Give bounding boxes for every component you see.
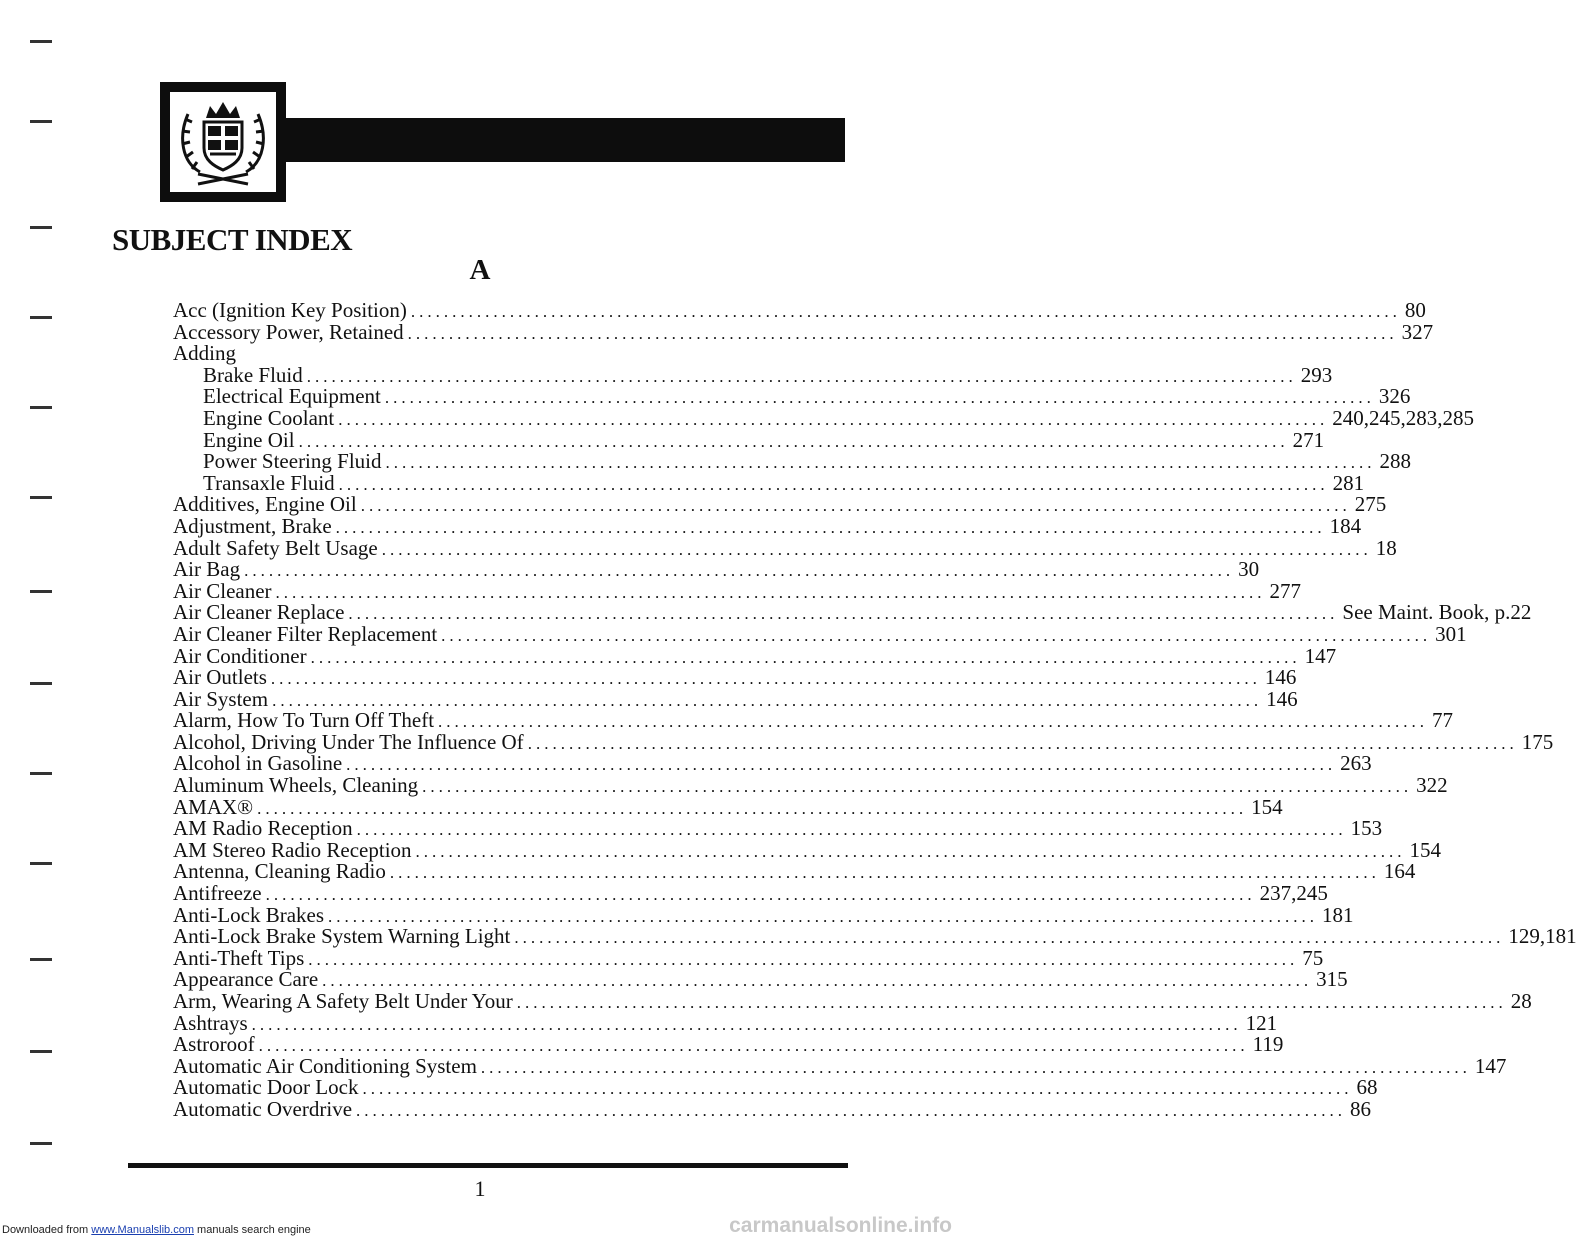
dot-leader: ........................................................................................................................ — [348, 604, 1339, 624]
site-watermark: carmanualsonline.info — [729, 1214, 952, 1237]
page-title: SUBJECT INDEX — [112, 222, 353, 257]
entry-label: Air Cleaner — [173, 578, 272, 603]
entry-page: See Maint. Book, p.22 — [1342, 600, 1532, 625]
entry-label: Air System — [173, 686, 269, 711]
margin-mark — [30, 958, 52, 961]
dot-leader: ........................................................................................................................ — [356, 1100, 1347, 1120]
dot-leader: ........................................................................................................................ — [516, 993, 1507, 1012]
dot-leader: ........................................................................................................................ — [514, 928, 1505, 948]
margin-mark — [30, 226, 52, 229]
entry-label: Alarm, How To Turn Off Theft — [173, 708, 435, 733]
entry-page: 77 — [1432, 708, 1454, 733]
margin-mark — [30, 406, 52, 409]
page-number: 1 — [474, 1176, 486, 1201]
section-letter: A — [469, 254, 491, 286]
entry-page: 147 — [1304, 643, 1337, 668]
dot-leader: ........................................................................................................................ — [441, 625, 1432, 645]
index-entry — [173, 816, 1383, 841]
dot-leader: ........................................................................................................................ — [338, 409, 1329, 429]
entry-page: 327 — [1401, 319, 1434, 344]
entry-label: AMAX® — [173, 794, 254, 819]
margin-mark — [30, 120, 52, 123]
index-entry — [173, 319, 1434, 344]
index-entry — [173, 1032, 1284, 1057]
index-entry — [173, 708, 1454, 733]
dot-leader: ........................................................................................................................ — [258, 1036, 1249, 1056]
margin-mark — [30, 316, 52, 319]
entry-page: 277 — [1269, 578, 1302, 603]
entry-page: 28 — [1510, 989, 1532, 1013]
dot-leader: ........................................................................................................................ — [270, 669, 1261, 689]
dot-leader: ........................................................................................................................ — [338, 474, 1329, 494]
index-entry — [173, 773, 1448, 798]
entry-page: 154 — [1409, 837, 1442, 862]
margin-mark — [30, 590, 52, 593]
entry-label: Antifreeze — [173, 881, 262, 906]
entry-label: Brake Fluid — [203, 362, 303, 387]
entry-page: 153 — [1350, 816, 1383, 841]
entry-page: 164 — [1383, 859, 1416, 884]
dot-leader: ........................................................................................................................ — [272, 690, 1263, 710]
margin-mark — [30, 682, 52, 685]
entry-page: 18 — [1375, 535, 1397, 560]
dot-leader: ........................................................................................................................ — [346, 755, 1337, 775]
index-entry — [173, 1010, 1278, 1035]
footer-rule — [128, 1163, 848, 1168]
index-entry — [173, 1075, 1378, 1100]
entry-page: 121 — [1245, 1010, 1278, 1035]
entry-page: 275 — [1354, 492, 1387, 517]
dot-leader: ........................................................................................................................ — [322, 971, 1313, 991]
index-entry — [173, 427, 1325, 452]
entry-page: 181 — [1322, 902, 1354, 927]
entry-label: Air Bag — [173, 557, 241, 582]
dot-leader: ........................................................................................................................ — [265, 885, 1256, 905]
dot-leader: ........................................................................................................................ — [389, 863, 1380, 883]
entry-page: 154 — [1251, 794, 1283, 819]
index-entry — [173, 794, 1283, 819]
entry-page: 147 — [1474, 1053, 1507, 1078]
index-entry — [173, 967, 1348, 992]
margin-mark — [30, 772, 52, 775]
entry-label: Automatic Door Lock — [173, 1075, 359, 1100]
entry-page: 322 — [1416, 773, 1448, 798]
entry-label: Air Cleaner Replace — [173, 600, 345, 625]
entry-label: Electrical Equipment — [203, 384, 381, 409]
entry-page: 146 — [1266, 686, 1298, 711]
entry-label: Air Conditioner — [173, 643, 307, 668]
dot-leader: ........................................................................................................................ — [407, 323, 1398, 343]
entry-label: Alcohol, Driving Under The Influence Of — [173, 729, 524, 754]
watermark-suffix: manuals search engine — [197, 1224, 311, 1236]
margin-mark — [30, 862, 52, 865]
entry-label: Adult Safety Belt Usage — [173, 535, 378, 560]
dot-leader: ........................................................................................................................ — [251, 1014, 1242, 1034]
entry-label: Adding — [173, 341, 236, 366]
entry-label: Transaxle Fluid — [203, 470, 335, 495]
entry-page: 146 — [1264, 665, 1297, 690]
entry-label: Acc (Ignition Key Position) — [173, 298, 407, 322]
index-entry — [173, 343, 750, 365]
entry-page: 240,245,283,285 — [1332, 405, 1474, 430]
entry-label: Automatic Air Conditioning System — [173, 1053, 477, 1078]
index-entry — [173, 902, 1354, 927]
dot-leader: ........................................................................................................................ — [384, 388, 1375, 408]
dot-leader: ........................................................................................................................ — [308, 949, 1299, 969]
entry-page: 237,245 — [1259, 881, 1328, 906]
entry-page: 293 — [1300, 362, 1333, 387]
entry-label: Accessory Power, Retained — [173, 319, 404, 344]
cadillac-crest-icon — [170, 92, 276, 192]
watermark-prefix: Downloaded from — [2, 1224, 89, 1236]
entry-page: 326 — [1378, 384, 1411, 409]
dot-leader: ........................................................................................................................ — [356, 820, 1347, 840]
index-entry — [173, 751, 1372, 776]
dot-leader: ........................................................................................................................ — [527, 733, 1518, 753]
entry-page: 301 — [1435, 621, 1467, 646]
entry-page: 119 — [1252, 1032, 1284, 1057]
index-entry — [173, 1053, 1507, 1078]
entry-page: 175 — [1521, 729, 1554, 754]
entry-page: 75 — [1302, 945, 1324, 970]
dot-leader: ........................................................................................................................ — [480, 1057, 1471, 1077]
dot-leader: ........................................................................................................................ — [306, 366, 1297, 386]
index-entry — [173, 621, 1467, 646]
dot-leader: ........................................................................................................................ — [415, 841, 1406, 861]
index-entry — [173, 989, 1532, 1013]
index-entry — [173, 1096, 1372, 1121]
source-watermark — [2, 1224, 311, 1236]
entry-label: Adjustment, Brake — [173, 513, 332, 538]
entry-page: 80 — [1404, 298, 1426, 322]
margin-mark — [30, 1142, 52, 1145]
dot-leader: ........................................................................................................................ — [438, 712, 1429, 732]
dot-leader: ........................................................................................................................ — [244, 561, 1235, 581]
index-entry — [173, 298, 1426, 322]
margin-mark — [30, 40, 52, 43]
index-entry — [173, 924, 1577, 949]
entry-label: Anti-Lock Brake System Warning Light — [173, 924, 511, 949]
entry-label: Additives, Engine Oil — [173, 492, 357, 517]
entry-label: Anti-Lock Brakes — [173, 902, 325, 927]
dot-leader: ........................................................................................................................ — [257, 798, 1248, 818]
entry-label: Air Outlets — [173, 665, 267, 690]
dot-leader: ........................................................................................................................ — [422, 777, 1413, 797]
index-entry — [173, 686, 1298, 711]
entry-page: 30 — [1238, 557, 1260, 582]
index-entry — [173, 643, 1337, 668]
entry-page: 263 — [1340, 751, 1372, 776]
index-entry — [173, 535, 1397, 560]
dot-leader: ........................................................................................................................ — [410, 302, 1401, 321]
dot-leader: ........................................................................................................................ — [360, 496, 1351, 516]
entry-page: 315 — [1316, 967, 1348, 992]
entry-label: Alcohol in Gasoline — [173, 751, 343, 776]
index-entry — [173, 492, 1387, 517]
index-entry — [173, 665, 1297, 690]
entry-page: 86 — [1350, 1096, 1372, 1121]
dot-leader: ........................................................................................................................ — [335, 517, 1326, 537]
entry-label: Antenna, Cleaning Radio — [173, 859, 386, 884]
dot-leader: ........................................................................................................................ — [385, 453, 1376, 473]
entry-label: Appearance Care — [173, 967, 319, 992]
dot-leader: ........................................................................................................................ — [275, 582, 1266, 602]
entry-label: Anti-Theft Tips — [173, 945, 305, 970]
index-entry — [173, 362, 1333, 387]
entry-label: Engine Oil — [203, 427, 295, 452]
index-entry — [173, 557, 1260, 582]
entry-label: AM Stereo Radio Reception — [173, 837, 412, 862]
entry-label: Automatic Overdrive — [173, 1096, 353, 1121]
dot-leader: ........................................................................................................................ — [328, 906, 1319, 926]
index-entry — [173, 881, 1328, 906]
dot-leader: ........................................................................................................................ — [362, 1079, 1353, 1099]
header-bar — [190, 118, 845, 162]
entry-label: Ashtrays — [173, 1010, 248, 1035]
entry-page: 271 — [1292, 427, 1325, 452]
dot-leader: ........................................................................................................................ — [381, 539, 1372, 559]
index-entry — [173, 384, 1411, 409]
index-entry — [173, 513, 1362, 538]
entry-page: 288 — [1379, 449, 1411, 474]
index-entry — [173, 405, 1474, 430]
entry-page: 129,181 — [1508, 924, 1577, 949]
entry-label: Engine Coolant — [203, 405, 335, 430]
entry-page: 68 — [1356, 1075, 1378, 1100]
dot-leader: ........................................................................................................................ — [298, 431, 1289, 451]
index-entry — [173, 945, 1324, 970]
manualslib-link[interactable]: www.Manualslib.com — [91, 1224, 194, 1236]
index-entry — [173, 859, 1416, 884]
margin-mark — [30, 1050, 52, 1053]
index-entry — [173, 470, 1365, 495]
entry-page: 184 — [1329, 513, 1362, 538]
dot-leader: ........................................................................................................................ — [310, 647, 1301, 667]
index-entries — [173, 298, 1577, 1121]
index-entry — [173, 449, 1411, 474]
entry-page: 281 — [1332, 470, 1365, 495]
entry-label: Astroroof — [173, 1032, 255, 1057]
emblem-frame — [160, 82, 286, 202]
entry-label: Air Cleaner Filter Replacement — [173, 621, 438, 646]
margin-mark — [30, 496, 52, 499]
entry-label: Arm, Wearing A Safety Belt Under Your — [173, 989, 513, 1013]
index-entry — [173, 600, 1532, 625]
entry-label: Power Steering Fluid — [203, 449, 382, 474]
entry-label: Aluminum Wheels, Cleaning — [173, 773, 419, 798]
index-entry — [173, 729, 1554, 754]
index-entry — [173, 837, 1442, 862]
entry-label: AM Radio Reception — [173, 816, 353, 841]
index-entry — [173, 578, 1302, 603]
